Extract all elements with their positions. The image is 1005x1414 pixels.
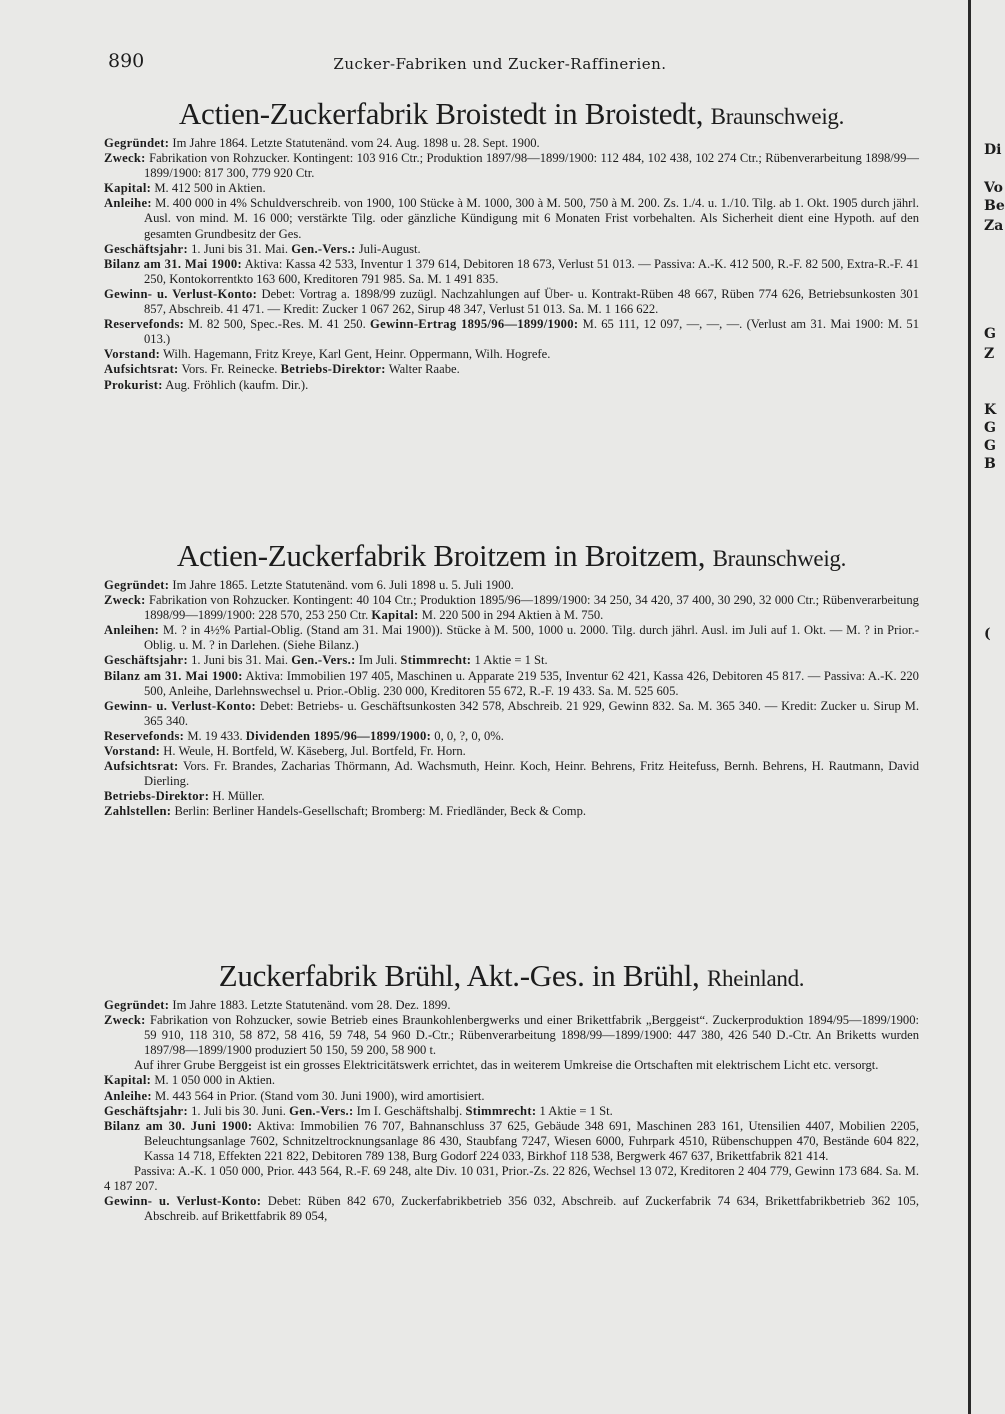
field-zweck: Zweck: Fabrikation von Rohzucker, sowie Betrieb eines Braunkohlenbergwerks und einer Brikettfabrik „Berggeist“. Zuckerproduktion 1894/95—1899/1900: 59 910, 118 310, 58 872, 58 416, 59 748, 54 960 D.-Ctr.; Rübenverarbeitung 1898/99—1899/1900: 447 380, 426 540 D.-Ctr. An Briketts wurden 1897/98—1899/1900 produziert 50 150, 59 200, 58 900 t. — [104, 1013, 919, 1058]
field-aufsichtsrat: Aufsichtsrat: Vors. Fr. Brandes, Zacharias Thörmann, Ad. Wachsmuth, Heinr. Koch, Heinr. Behrens, Fritz Heitefuss, Bernh. Behrens, H. Rautmann, David Dierling. — [104, 759, 919, 789]
field-geschaeftsjahr: Geschäftsjahr: 1. Juli bis 30. Juni. Gen.-Vers.: Im I. Geschäftshalbj. Stimmrecht: 1 Aktie = 1 St. — [104, 1103, 613, 1118]
field-gewinn-verlust: Gewinn- u. Verlust-Konto: Debet: Betriebs- u. Geschäftsunkosten 342 578, Abschreib. 21 929, Gewinn 832. Sa. M. 365 340. — Kredit: Zucker u. Sirup M. 365 340. — [104, 698, 919, 728]
field-betriebs-direktor: Betriebs-Direktor: H. Müller. — [104, 789, 265, 804]
margin-letter: Z — [984, 346, 995, 362]
field-kapital: Kapital: M. 1 050 000 in Aktien. — [104, 1073, 276, 1088]
margin-letter: Be — [984, 198, 1005, 214]
field-bilanz: Bilanz am 31. Mai 1900: Aktiva: Immobilien 197 405, Maschinen u. Apparate 219 535, Inventur 62 421, Kassa 426, Debitoren 45 817. — Passiva: A.-K. 220 500, Anleihe, Darlehnswechsel u. Prior.-Oblig. 230 000, Kreditoren 55 672, R.-F. 19 433. Sa. M. 525 605. — [104, 668, 919, 698]
field-reservefonds: Reservefonds: M. 19 433. Dividenden 1895/96—1899/1900: 0, 0, ?, 0, 0%. — [104, 728, 504, 743]
margin-letter: Vo — [984, 180, 1003, 196]
field-reservefonds: Reservefonds: M. 82 500, Spec.-Res. M. 41 250. Gewinn-Ertrag 1895/96—1899/1900: M. 65 111, 12 097, —, —, —. (Verlust am 31. Mai 1900: M. 51 013.) — [104, 317, 919, 347]
field-bilanz: Bilanz am 31. Mai 1900: Aktiva: Kassa 42 533, Inventur 1 379 614, Debitoren 18 673, Verlust 51 013. — Passiva: A.-K. 412 500, R.-F. 82 500, Extra-R.-F. 41 250, Kontokorrentkto 163 600, Kreditoren 791 985. Sa. M. 1 491 835. — [104, 256, 919, 286]
column-rule — [968, 0, 971, 1414]
field-anleihen: Anleihen: M. ? in 4½% Partial-Oblig. (Stand am 31. Mai 1900)). Stücke à M. 500, 1000 u. 2000. Tilg. durch jährl. Ausl. im Juli auf 1. Okt. — M. ? in Prior.-Oblig. u. M. ? in Darlehen. (Siehe Bilanz.) — [104, 623, 919, 653]
margin-letter: Di — [984, 142, 1002, 158]
field-anleihe: Anleihe: M. 400 000 in 4% Schuldverschreib. von 1900, 100 Stücke à M. 1000, 300 à M. 500, 750 à M. 200. Zs. 1./4. u. 1./10. Tilg. ab 1. Okt. 1905 durch jährl. Ausl. von mind. M. 16 000; verstärkte Tilg. oder gänzliche Kündigung mit 6 Monaten Frist vorbehalten. Als Sicherheit dient eine Hypoth. auf den gesamten Grundbesitz der Ges. — [104, 196, 919, 241]
page-number: 890 — [108, 50, 145, 72]
margin-letter: K — [984, 402, 997, 418]
field-gewinn-verlust: Gewinn- u. Verlust-Konto: Debet: Rüben 842 670, Zuckerfabrikbetrieb 356 032, Abschreib. auf Zuckerfabrik 74 634, Brikettfabrikbetrieb 362 105, Abschreib. auf Brikettfabrik 89 054, — [104, 1194, 919, 1224]
field-kapital: Kapital: M. 412 500 in Aktien. — [104, 181, 266, 196]
margin-letter: B — [984, 456, 996, 472]
field-geschaeftsjahr: Geschäftsjahr: 1. Juni bis 31. Mai. Gen.-Vers.: Juli-August. — [104, 241, 421, 256]
entry-title: Actien-Zuckerfabrik Broitzem in Broitzem, Braunschweig. — [176, 538, 847, 573]
entry-title: Zuckerfabrik Brühl, Akt.-Ges. in Brühl, Rheinland. — [218, 958, 805, 993]
company-entry-bruehl — [104, 958, 919, 1224]
margin-letter: G — [984, 326, 996, 342]
field-zweck: Zweck: Fabrikation von Rohzucker. Kontingent: 103 916 Ctr.; Produktion 1897/98—1899/1900: 112 484, 102 438, 102 274 Ctr.; Rübenverarbeitung 1898/99—1899/1900: 817 300, 779 920 Ctr. — [104, 151, 919, 181]
entry-title: Actien-Zuckerfabrik Broistedt in Broistedt, Braunschweig. — [178, 96, 845, 131]
field-zahlstellen: Zahlstellen: Berlin: Berliner Handels-Gesellschaft; Bromberg: M. Friedländer, Beck & Comp. — [104, 804, 587, 819]
field-vorstand: Vorstand: Wilh. Hagemann, Fritz Kreye, Karl Gent, Heinr. Oppermann, Wilh. Hogrefe. — [104, 347, 551, 362]
field-bilanz-passiva: Passiva: A.-K. 1 050 000, Prior. 443 564, R.-F. 69 248, alte Div. 10 031, Prior.-Zs. 22 826, Wechsel 13 072, Kreditoren 2 404 779, Gewinn 173 684. Sa. M. 4 187 207. — [104, 1164, 919, 1194]
field-prokurist: Prokurist: Aug. Fröhlich (kaufm. Dir.). — [104, 377, 309, 392]
field-gegruendet: Gegründet: Im Jahre 1883. Letzte Statutenänd. vom 28. Dez. 1899. — [104, 998, 451, 1012]
field-geschaeftsjahr: Geschäftsjahr: 1. Juni bis 31. Mai. Gen.-Vers.: Im Juli. Stimmrecht: 1 Aktie = 1 St. — [104, 653, 548, 668]
margin-letter: G — [984, 420, 996, 436]
margin-letter: G — [984, 438, 996, 454]
company-entry-broistedt — [104, 96, 919, 393]
company-entry-broitzem — [104, 538, 919, 820]
field-vorstand: Vorstand: H. Weule, H. Bortfeld, W. Käseberg, Jul. Bortfeld, Fr. Horn. — [104, 744, 466, 759]
running-head: Zucker-Fabriken und Zucker-Raffinerien. — [333, 55, 667, 73]
field-zweck: Zweck: Fabrikation von Rohzucker. Kontingent: 40 104 Ctr.; Produktion 1895/96—1899/1900: 34 250, 34 420, 37 400, 30 290, 32 000 Ctr.; Rübenverarbeitung 1898/99—1899/1900: 228 570, 253 250 Ctr. Kapital: M. 220 500 in 294 Aktien à M. 750. — [104, 593, 919, 623]
field-anleihe: Anleihe: M. 443 564 in Prior. (Stand vom 30. Juni 1900), wird amortisiert. — [104, 1088, 485, 1103]
field-aufsichtsrat: Aufsichtsrat: Vors. Fr. Reinecke. Betriebs-Direktor: Walter Raabe. — [104, 362, 460, 377]
field-gegruendet: Gegründet: Im Jahre 1864. Letzte Statutenänd. vom 24. Aug. 1898 u. 28. Sept. 1900. — [104, 136, 540, 150]
adjacent-column-fragment — [982, 0, 1005, 1414]
field-gewinn-verlust: Gewinn- u. Verlust-Konto: Debet: Vortrag a. 1898/99 zuzügl. Nachzahlungen auf Über- u. Kontrakt-Rüben 48 667, Rüben 774 626, Betriebsunkosten 301 857, Abschreib. 41 471. — Kredit: Zucker 1 067 262, Sirup 48 347, Verlust 51 013. Sa. M. 1 166 622. — [104, 286, 920, 317]
field-zweck-paragraph: Auf ihrer Grube Berggeist ist ein grosses Elektricitätswerk errichtet, das in weiterem Umkreise die Ortschaften mit elektrischem Licht etc. versorgt. — [134, 1058, 879, 1073]
field-bilanz: Bilanz am 30. Juni 1900: Aktiva: Immobilien 76 707, Bahnanschluss 37 625, Gebäude 348 691, Maschinen 283 161, Utensilien 4407, Mobilien 2205, Beleuchtungsanlage 7602, Schnitzeltrocknungsanlage 86 430, Staubfang 7247, Wiesen 6000, Fuhrpark 4510, Rübenschuppen 470, Bestände 604 822, Kassa 14 718, Effekten 221 822, Debitoren 789 138, Burg Godorf 224 033, Birkhof 118 538, Bergwerk 467 637, Brikettfabrik 821 414. — [104, 1118, 919, 1163]
margin-letter: ( — [984, 626, 991, 642]
margin-letter: Za — [984, 218, 1004, 234]
field-gegruendet: Gegründet: Im Jahre 1865. Letzte Statutenänd. vom 6. Juli 1898 u. 5. Juli 1900. — [104, 578, 514, 592]
